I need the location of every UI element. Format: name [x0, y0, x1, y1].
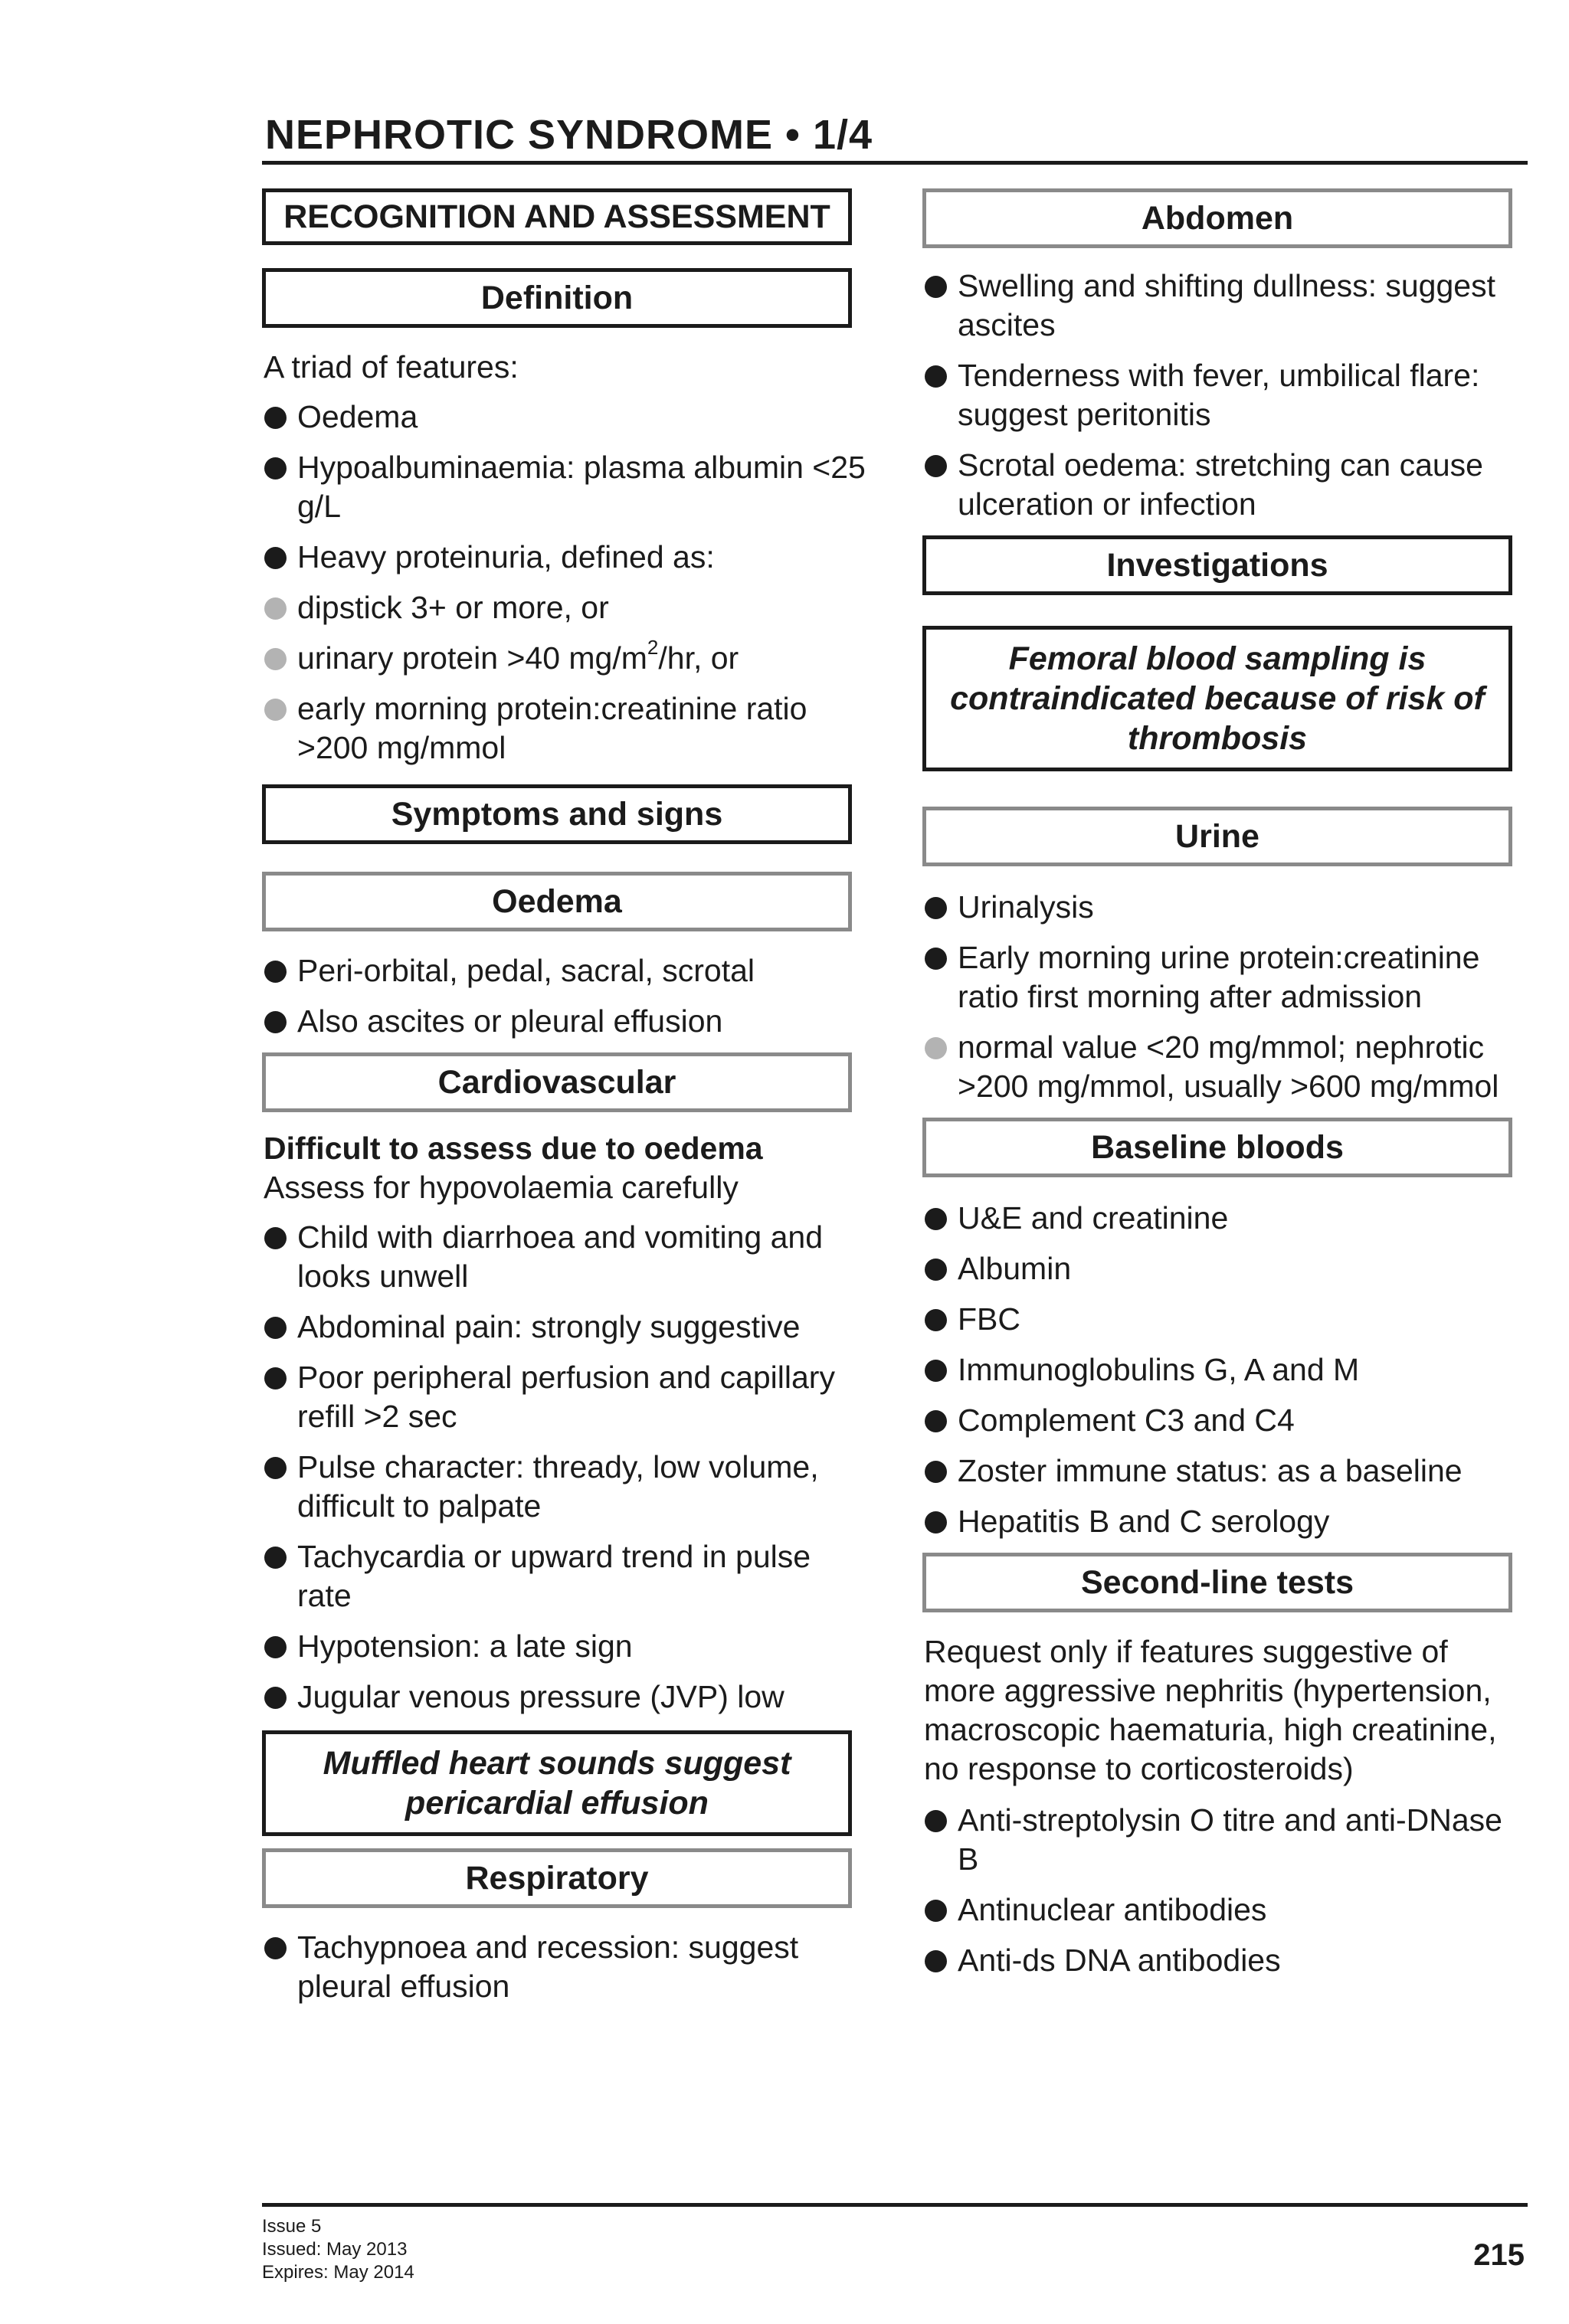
footer-meta	[262, 2215, 414, 2284]
respiratory-heading: Respiratory	[262, 1848, 852, 1908]
list-item: FBC	[922, 1300, 1528, 1339]
second-line-intro: Request only if features suggestive of more aggressive nephritis (hypertension, macroscopic haematuria, high creatinine, no response to corticosteroids)	[924, 1634, 1497, 1786]
bullet-icon	[264, 1687, 287, 1709]
bullet-icon	[925, 1259, 947, 1281]
bullet-icon	[264, 1547, 287, 1569]
bullet-icon	[264, 457, 287, 480]
sub-bullet-icon	[264, 648, 287, 670]
bullet-icon	[925, 897, 947, 919]
bullet-icon	[925, 365, 947, 388]
bullet-icon	[925, 455, 947, 477]
list-item: Albumin	[922, 1249, 1528, 1288]
abdomen-heading: Abdomen	[922, 188, 1512, 248]
section-title-box	[262, 188, 852, 245]
list-item: Scrotal oedema: stretching can cause ulceration or infection	[922, 446, 1528, 524]
pericardial-warning-box: Muffled heart sounds suggest pericardial effusion	[262, 1730, 852, 1836]
bullet-icon	[925, 1208, 947, 1230]
list-item: Abdominal pain: strongly suggestive	[262, 1308, 867, 1347]
sub-list-item: dipstick 3+ or more, or	[262, 588, 867, 627]
list-item: Tachypnoea and recession: suggest pleural effusion	[262, 1928, 867, 2006]
baseline-bloods-heading: Baseline bloods	[922, 1118, 1512, 1177]
header-rule	[262, 161, 1528, 165]
bullet-icon	[264, 1457, 287, 1479]
left-column	[262, 188, 867, 2018]
list-item: U&E and creatinine	[922, 1199, 1528, 1238]
list-item: Peri-orbital, pedal, sacral, scrotal	[262, 951, 867, 990]
sub-bullet-icon	[264, 597, 287, 620]
list-item: Child with diarrhoea and vomiting and looks unwell	[262, 1218, 867, 1296]
urine-heading: Urine	[922, 807, 1512, 866]
bullet-icon	[925, 948, 947, 970]
bullet-icon	[264, 961, 287, 983]
bullet-icon	[925, 1511, 947, 1534]
issued-date: Issued: May 2013	[262, 2239, 408, 2260]
definition-list	[262, 398, 867, 768]
femoral-warning-box: Femoral blood sampling is contraindicated because of risk of thrombosis	[922, 626, 1512, 771]
list-item: Swelling and shifting dullness: suggest ascites	[922, 267, 1528, 345]
bullet-icon	[925, 276, 947, 298]
bullet-icon	[264, 1227, 287, 1249]
bullet-icon	[925, 1410, 947, 1432]
cardiovascular-heading: Cardiovascular	[262, 1052, 852, 1112]
abdomen-list	[922, 267, 1528, 524]
bullet-icon	[264, 1636, 287, 1658]
definition-heading	[262, 268, 852, 328]
definition-heading-label: Definition	[480, 280, 634, 316]
list-item: Tenderness with fever, umbilical flare: suggest peritonitis	[922, 356, 1528, 434]
respiratory-list	[262, 1928, 867, 2006]
issue-number: Issue 5	[262, 2216, 322, 2237]
list-item: Anti-streptolysin O titre and anti-DNase B	[922, 1801, 1528, 1879]
sub-list-item: early morning protein:creatinine ratio >200 mg/mmol	[262, 689, 867, 768]
page-number: 215	[1473, 2238, 1525, 2272]
oedema-list	[262, 951, 867, 1041]
bullet-icon	[264, 1011, 287, 1033]
sub-list-item: urinary protein >40 $mg/m^2/hr$, or	[262, 639, 867, 678]
cardiovascular-bold-note: Difficult to assess due to oedema	[264, 1131, 763, 1166]
sub-list-item: normal value <20 mg/mmol; nephrotic >200 mg/mmol, usually >600 mg/mmol	[922, 1028, 1528, 1106]
bullet-icon	[925, 1461, 947, 1483]
list-item: Poor peripheral perfusion and capillary refill >2 sec	[262, 1358, 867, 1436]
list-item: Complement C3 and C4	[922, 1401, 1528, 1440]
definition-intro: A triad of features:	[264, 349, 519, 385]
expiry-date: Expires: May 2014	[262, 2262, 414, 2283]
bullet-icon	[925, 1950, 947, 1972]
bullet-icon	[264, 547, 287, 569]
bullet-icon	[264, 1937, 287, 1959]
bullet-icon	[925, 1900, 947, 1922]
symptoms-heading: Symptoms and signs	[262, 784, 852, 844]
section-title: RECOGNITION AND ASSESSMENT	[283, 198, 830, 235]
footer-rule	[262, 2203, 1528, 2207]
investigations-heading: Investigations	[922, 535, 1512, 595]
list-item: Anti-ds DNA antibodies	[922, 1941, 1528, 1980]
cardiovascular-note: Assess for hypovolaemia carefully	[264, 1170, 739, 1205]
sub-bullet-icon	[264, 699, 287, 721]
list-item: Hepatitis B and C serology	[922, 1502, 1528, 1541]
list-item: Immunoglobulins G, A and M	[922, 1350, 1528, 1389]
list-item: Tachycardia or upward trend in pulse rate	[262, 1537, 867, 1615]
bullet-icon	[925, 1810, 947, 1832]
bullet-icon	[925, 1309, 947, 1331]
right-column	[922, 188, 1528, 1992]
list-item: Also ascites or pleural effusion	[262, 1002, 867, 1041]
list-item: Jugular venous pressure (JVP) low	[262, 1678, 867, 1717]
cardiovascular-list	[262, 1218, 867, 1717]
list-item: Antinuclear antibodies	[922, 1890, 1528, 1930]
sub-bullet-icon	[925, 1037, 947, 1059]
list-item: Pulse character: thready, low volume, difficult to palpate	[262, 1448, 867, 1526]
bullet-icon	[264, 407, 287, 429]
urine-list	[922, 888, 1528, 1106]
list-item: Zoster immune status: as a baseline	[922, 1452, 1528, 1491]
bullet-icon	[264, 1317, 287, 1339]
list-item: Heavy proteinuria, defined as:	[262, 538, 867, 577]
second-line-list	[922, 1801, 1528, 1980]
list-item: Urinalysis	[922, 888, 1528, 927]
baseline-bloods-list	[922, 1199, 1528, 1541]
list-item: Hypoalbuminaemia: plasma albumin <25 g/L	[262, 448, 867, 526]
oedema-heading: Oedema	[262, 872, 852, 931]
list-item: Oedema	[262, 398, 867, 437]
bullet-icon	[264, 1367, 287, 1389]
list-item: Early morning urine protein:creatinine ratio first morning after admission	[922, 938, 1528, 1016]
list-item: Hypotension: a late sign	[262, 1627, 867, 1666]
bullet-icon	[925, 1360, 947, 1382]
second-line-tests-heading: Second-line tests	[922, 1553, 1512, 1612]
page-title: NEPHROTIC SYNDROME • 1/4	[265, 112, 873, 158]
